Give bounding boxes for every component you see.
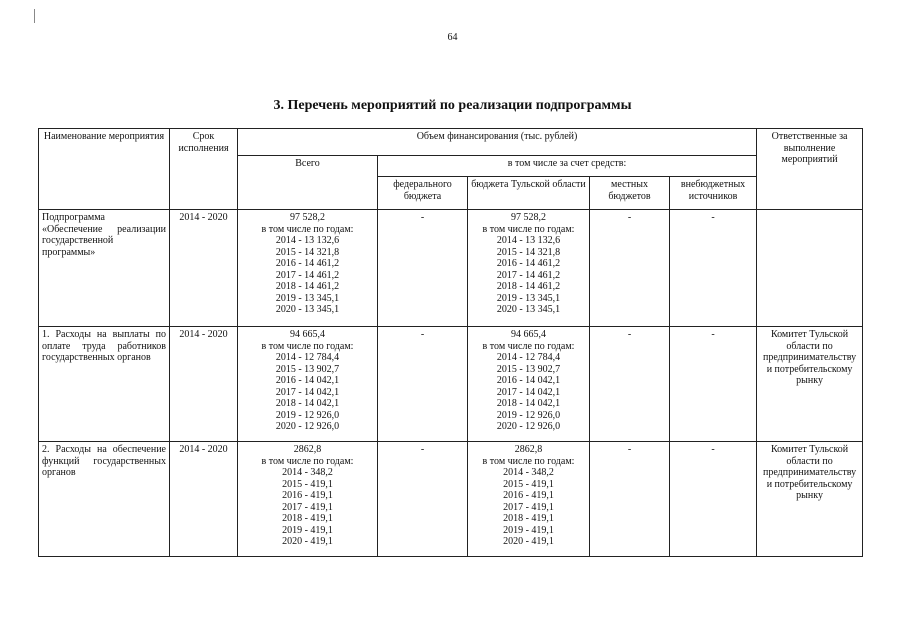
funding-total-line: 2014 - 348,2	[282, 467, 333, 478]
funding-total-line: в том числе по годам:	[261, 455, 354, 467]
funding-regional-line: 2019 - 419,1	[503, 524, 554, 536]
funding-total-line: 2020 - 12 926,0	[275, 421, 340, 432]
funding-local: -	[590, 210, 670, 327]
funding-regional-line: 2018 - 14 042,1	[496, 398, 561, 409]
funding-total-line: 2018 - 14 042,1	[275, 398, 340, 409]
header-responsible: Ответственные за выполнение мероприятий	[757, 129, 863, 210]
funding-regional-line: 2020 - 12 926,0	[496, 421, 561, 432]
funding-total-line: 2014 - 13 132,6	[275, 235, 340, 246]
funding-regional	[468, 210, 590, 327]
header-period: Срок исполнения	[170, 129, 238, 210]
funding-regional-line: 2016 - 14 042,1	[496, 375, 561, 386]
funding-regional-line: в том числе по годам:	[482, 340, 575, 352]
funding-total-line: 97 528,2	[290, 212, 325, 223]
activity-name: Подпрограмма «Обеспечение реализации государственной программы»	[39, 210, 170, 327]
funding-regional-line: 2020 - 419,1	[503, 536, 554, 547]
funding-regional-line: 2014 - 348,2	[503, 467, 554, 478]
header-row	[39, 129, 863, 156]
funding-local: -	[590, 327, 670, 442]
funding-extrabudget: -	[670, 327, 757, 442]
funding-total	[238, 327, 378, 442]
funding-regional-line: 2014 - 13 132,6	[496, 235, 561, 246]
funding-regional-line: в том числе по годам:	[482, 223, 575, 235]
funding-regional-line: 2018 - 14 461,2	[496, 281, 561, 292]
funding-total-line: 2020 - 419,1	[282, 536, 333, 547]
funding-total-line: 2018 - 419,1	[282, 513, 333, 524]
activity-period: 2014 - 2020	[170, 327, 238, 442]
funding-total-line: 2019 - 12 926,0	[275, 409, 340, 421]
funding-extrabudget: -	[670, 210, 757, 327]
funding-regional-line: 2017 - 14 461,2	[496, 269, 561, 281]
funding-total-line: 2015 - 419,1	[282, 478, 333, 490]
funding-regional-line: 2018 - 419,1	[503, 513, 554, 524]
funding-total-line: 2019 - 419,1	[282, 524, 333, 536]
responsible: Комитет Тульской области по предпринимательству и потребительскому рынку	[757, 327, 863, 442]
table-row	[39, 210, 863, 327]
table-row	[39, 327, 863, 442]
funding-regional-line: 2015 - 13 902,7	[496, 363, 561, 375]
responsible	[757, 210, 863, 327]
funding-total-line: 2014 - 12 784,4	[275, 352, 340, 363]
funding-regional-line: 2862,8	[514, 444, 543, 455]
page-title: 3. Перечень мероприятий по реализации подпрограммы	[273, 98, 632, 113]
funding-regional-line: в том числе по годам:	[482, 455, 575, 467]
funding-total-line: 2017 - 14 461,2	[275, 269, 340, 281]
funding-regional-line: 2020 - 13 345,1	[496, 304, 561, 315]
funding-total-line: 2018 - 14 461,2	[275, 281, 340, 292]
header-funding: Объем финансирования (тыс. рублей)	[238, 129, 757, 156]
funding-regional-line: 2015 - 14 321,8	[496, 246, 561, 258]
funding-federal: -	[378, 442, 468, 557]
funding-regional-line: 94 665,4	[511, 329, 546, 340]
funding-local: -	[590, 442, 670, 557]
funding-regional-line: 2016 - 419,1	[503, 490, 554, 501]
funding-total-line: 2020 - 13 345,1	[275, 304, 340, 315]
funding-regional-line: 2019 - 12 926,0	[496, 409, 561, 421]
funding-regional-line: 2015 - 419,1	[503, 478, 554, 490]
header-extrabudget: внебюджетных источников	[670, 177, 757, 210]
funding-regional-line: 2019 - 13 345,1	[496, 292, 561, 304]
funding-total-line: в том числе по годам:	[261, 340, 354, 352]
activities-table	[38, 128, 863, 557]
funding-federal: -	[378, 210, 468, 327]
header-local: местных бюджетов	[590, 177, 670, 210]
header-name: Наименование мероприятия	[39, 129, 170, 210]
activity-name: 2. Расходы на обеспечение функций государственных органов	[39, 442, 170, 557]
funding-total-line: в том числе по годам:	[261, 223, 354, 235]
header-including: в том числе за счет средств:	[378, 156, 757, 177]
funding-regional	[468, 327, 590, 442]
funding-total-line: 2019 - 13 345,1	[275, 292, 340, 304]
header-total: Всего	[238, 156, 378, 210]
header-regional: бюджета Тульской области	[468, 177, 590, 210]
activity-period: 2014 - 2020	[170, 210, 238, 327]
activity-period: 2014 - 2020	[170, 442, 238, 557]
funding-total-line: 2017 - 14 042,1	[275, 386, 340, 398]
funding-total-line: 2017 - 419,1	[282, 501, 333, 513]
table-row	[39, 442, 863, 557]
funding-total-line: 2016 - 14 042,1	[275, 375, 340, 386]
funding-regional	[468, 442, 590, 557]
funding-regional-line: 2014 - 12 784,4	[496, 352, 561, 363]
funding-extrabudget: -	[670, 442, 757, 557]
funding-federal: -	[378, 327, 468, 442]
scan-mark	[34, 9, 35, 23]
funding-regional-line: 2017 - 419,1	[503, 501, 554, 513]
activity-name: 1. Расходы на выплаты по оплате труда работников государственных органов	[39, 327, 170, 442]
header-federal: федерального бюджета	[378, 177, 468, 210]
funding-total-line: 2016 - 419,1	[282, 490, 333, 501]
funding-regional-line: 2017 - 14 042,1	[496, 386, 561, 398]
funding-total-line: 94 665,4	[290, 329, 325, 340]
funding-total-line: 2862,8	[293, 444, 322, 455]
responsible: Комитет Тульской области по предпринимательству и потребительскому рынку	[757, 442, 863, 557]
funding-total-line: 2016 - 14 461,2	[275, 258, 340, 269]
funding-total	[238, 210, 378, 327]
funding-regional-line: 2016 - 14 461,2	[496, 258, 561, 269]
funding-total-line: 2015 - 13 902,7	[275, 363, 340, 375]
page-number: 64	[447, 32, 458, 43]
funding-total	[238, 442, 378, 557]
funding-regional-line: 97 528,2	[511, 212, 546, 223]
funding-total-line: 2015 - 14 321,8	[275, 246, 340, 258]
